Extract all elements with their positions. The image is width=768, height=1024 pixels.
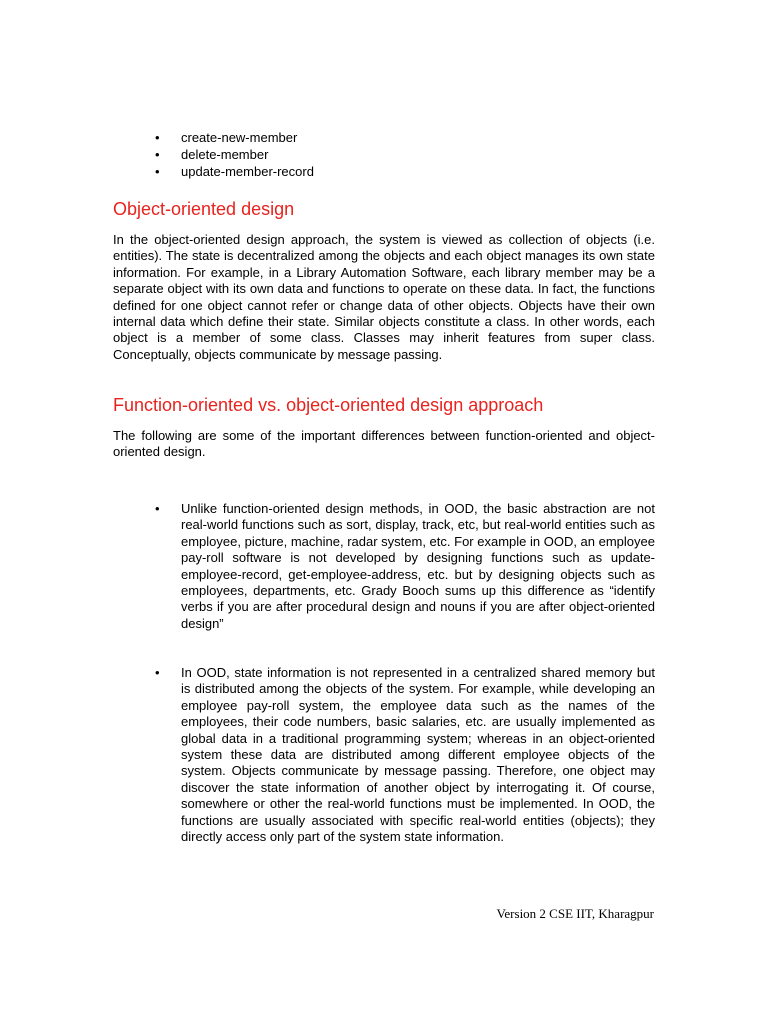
difference-text: Unlike function-oriented design methods, in OOD, the basic abstraction are not real-world functions such as sort, display, track, etc, but real-world entities such as employee, picture, machine, radar system, etc. For example in OOD, an employee pay-roll software is not developed by designing functions such as update-employee-record, get-employee-address, etc. but by designing objects such as employees, departments, etc. Grady Booch sums up this difference as “identify verbs if you are after procedural design and nouns if you are after object-oriented design” [181, 501, 655, 631]
list-item-text: create-new-member [181, 130, 298, 145]
ood-paragraph: In the object-oriented design approach, the system is viewed as collection of objects (i.e. entities). The state is decentralized among the objects and each object manages its own state information. For example, in a Library Automation Software, each library member may be a separate object with its own data and functions to operate on these data. In fact, the functions defined for one object cannot refer or change data of other objects. Objects have their own internal data which define their state. Similar objects constitute a class. In other words, each object is a member of some class. Classes may inherit features from super class. Conceptually, objects communicate by message passing. [113, 232, 655, 362]
list-item [155, 129, 314, 146]
list-item [155, 665, 655, 845]
difference-text: In OOD, state information is not represented in a centralized shared memory but is distributed among the objects of the system. For example, while developing an employee pay-roll system, the employee data such as the names of the employees, their code numbers, basic salaries, etc. are usually implemented as global data in a traditional programming system; whereas in an object-oriented system these data are distributed among different employee objects of the system. Objects communicate by message passing. Therefore, one object may discover the state information of another object by interrogating it. Of course, somewhere or other the real-world functions must be implemented. In OOD, the functions are usually associated with specific real-world entities (objects); they directly access only part of the system state information. [181, 665, 655, 845]
list-item [155, 501, 655, 632]
bullet-icon: • [155, 665, 160, 680]
page-footer: Version 2 CSE IIT, Kharagpur [496, 906, 654, 921]
bullet-icon: • [155, 130, 160, 145]
list-item [155, 146, 314, 163]
comparison-intro: The following are some of the important differences between function-oriented and object-oriented design. [113, 428, 655, 460]
differences-list [155, 501, 655, 632]
list-item-text: delete-member [181, 147, 269, 162]
bullet-icon: • [155, 147, 160, 162]
section-heading-comparison: Function-oriented vs. object-oriented design approach [113, 395, 544, 415]
bullet-icon: • [155, 501, 160, 516]
section-heading-ood: Object-oriented design [113, 199, 295, 219]
list-item-text: update-member-record [181, 164, 314, 179]
operations-list [155, 129, 314, 180]
differences-list [155, 665, 655, 845]
bullet-icon: • [155, 164, 160, 179]
list-item [155, 163, 314, 180]
